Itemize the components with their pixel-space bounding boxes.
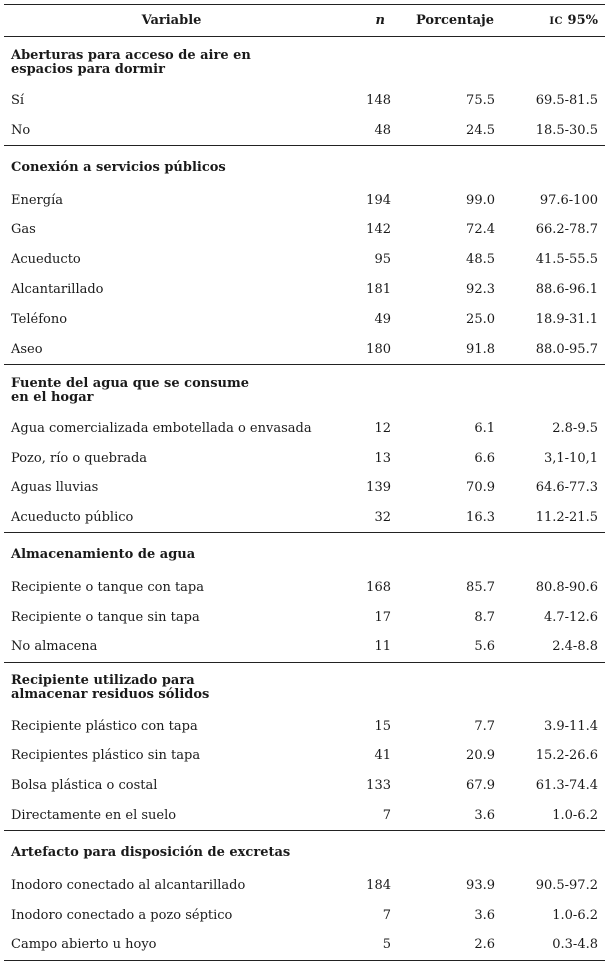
section-row [4, 662, 605, 711]
row-percent: 6.6 [474, 450, 495, 466]
table-row [4, 632, 605, 662]
row-label: Energía [11, 192, 63, 208]
table-row [4, 900, 605, 930]
row-n: 15 [374, 718, 391, 734]
section-row [4, 831, 605, 871]
header-ci-abbrev: IC [549, 16, 564, 27]
row-label: Agua comercializada embotellada o envasada [11, 420, 312, 436]
section-row [4, 533, 605, 573]
row-n: 41 [374, 748, 391, 764]
table-row [4, 771, 605, 801]
row-label: Pozo, río o quebrada [11, 450, 148, 466]
row-percent: 2.6 [397, 930, 505, 960]
section-title: Conexión a servicios públicos [4, 145, 605, 185]
data-table [4, 4, 605, 961]
row-n: 32 [374, 509, 391, 525]
row-ci: 18.9-31.1 [535, 311, 598, 327]
row-ci: 3.9-11.4 [543, 718, 598, 734]
row-ci: 41.5-55.5 [535, 252, 598, 268]
row-ci: 88.0-95.7 [535, 341, 598, 357]
table-row [4, 473, 605, 503]
table-row [4, 275, 605, 305]
table-body [4, 37, 605, 961]
section-title-text: Recipiente utilizado para almacenar residuos sólidos [11, 673, 210, 703]
row-n: 184 [366, 877, 391, 893]
row-ci: 2.4-8.8 [552, 639, 598, 655]
row-percent: 48.5 [466, 252, 495, 268]
section-title: Artefacto para disposición de excretas [4, 831, 605, 871]
row-n: 142 [366, 222, 391, 238]
row-n: 148 [366, 92, 391, 108]
row-n: 48 [374, 122, 391, 138]
row-ci: 15.2-26.6 [535, 748, 598, 764]
row-percent: 25.0 [466, 311, 495, 327]
table-row [4, 711, 605, 741]
table-row [4, 245, 605, 275]
row-percent: 20.9 [466, 748, 495, 764]
row-n: 13 [374, 450, 391, 466]
row-percent: 67.9 [466, 778, 495, 794]
row-percent: 6.1 [474, 420, 495, 436]
row-label: Acueducto público [11, 509, 134, 525]
table-row [4, 115, 605, 145]
row-ci: 2.8-9.5 [552, 420, 598, 436]
table-row [4, 86, 605, 116]
row-ci: 3,1-10,1 [543, 450, 598, 466]
row-percent: 72.4 [466, 222, 495, 238]
row-percent: 8.7 [474, 609, 495, 625]
row-label: Teléfono [11, 311, 68, 327]
row-ci: 97.6-100 [539, 192, 598, 208]
section-title: Almacenamiento de agua [4, 533, 605, 573]
row-ci: 80.8-90.6 [535, 580, 598, 596]
row-ci: 0.3-4.8 [505, 930, 605, 960]
row-label: Acueducto [11, 252, 81, 268]
row-percent: 24.5 [466, 122, 495, 138]
table-row [4, 741, 605, 771]
row-ci: 64.6-77.3 [535, 480, 598, 496]
row-n: 180 [366, 341, 391, 357]
table-row [4, 573, 605, 603]
section-title-text: Fuente del agua que se consume en el hogar [11, 375, 250, 405]
row-label: Aguas lluvias [11, 480, 99, 496]
table-row [4, 871, 605, 901]
row-label: Gas [11, 222, 36, 238]
row-n: 139 [366, 480, 391, 496]
row-n: 181 [366, 282, 391, 298]
row-label: Directamente en el suelo [11, 807, 177, 823]
row-percent: 91.8 [466, 341, 495, 357]
row-ci: 1.0-6.2 [552, 907, 598, 923]
row-label: Aseo [11, 341, 43, 357]
header-row [4, 5, 605, 37]
row-n: 11 [374, 639, 391, 655]
row-n: 7 [382, 807, 391, 823]
row-n: 95 [374, 252, 391, 268]
row-ci: 4.7-12.6 [543, 609, 598, 625]
row-percent: 3.6 [474, 907, 495, 923]
row-label: Recipiente plástico con tapa [11, 718, 198, 734]
table-row [4, 801, 605, 831]
section-title [4, 364, 605, 413]
row-ci: 69.5-81.5 [535, 92, 598, 108]
row-label: Recipientes plástico sin tapa [11, 748, 201, 764]
table-row [4, 930, 605, 960]
row-label: Recipiente o tanque con tapa [11, 580, 205, 596]
row-label: Recipiente o tanque sin tapa [11, 609, 200, 625]
row-ci: 1.0-6.2 [552, 807, 598, 823]
table-row [4, 305, 605, 335]
row-percent: 75.5 [466, 92, 495, 108]
row-percent: 93.9 [466, 877, 495, 893]
row-percent: 5.6 [474, 639, 495, 655]
row-label: Sí [11, 92, 25, 108]
row-label: Campo abierto u hoyo [4, 930, 339, 960]
header-ci [505, 5, 605, 37]
row-label: Inodoro conectado a pozo séptico [11, 907, 233, 923]
section-title [4, 662, 605, 711]
row-percent: 3.6 [474, 807, 495, 823]
row-label: No almacena [11, 639, 98, 655]
row-ci: 18.5-30.5 [535, 122, 598, 138]
row-n: 12 [374, 420, 391, 436]
header-percent: Porcentaje [397, 5, 505, 37]
table-row [4, 185, 605, 215]
row-n: 17 [374, 609, 391, 625]
table-row [4, 215, 605, 245]
row-ci: 11.2-21.5 [535, 509, 598, 525]
section-row [4, 37, 605, 86]
section-title-text: Aberturas para acceso de aire en espacios para dormir [11, 47, 251, 77]
table-header [4, 5, 605, 37]
row-ci: 61.3-74.4 [535, 778, 598, 794]
row-n: 168 [366, 580, 391, 596]
row-percent: 99.0 [466, 192, 495, 208]
row-percent: 92.3 [466, 282, 495, 298]
row-label: Bolsa plástica o costal [11, 778, 158, 794]
row-ci: 88.6-96.1 [535, 282, 598, 298]
section-row [4, 364, 605, 413]
row-ci: 66.2-78.7 [535, 222, 598, 238]
table-row [4, 503, 605, 533]
section-title [4, 37, 605, 86]
table-row [4, 334, 605, 364]
row-n: 133 [366, 778, 391, 794]
row-percent: 70.9 [466, 480, 495, 496]
section-row [4, 145, 605, 185]
row-ci: 90.5-97.2 [535, 877, 598, 893]
row-label: Inodoro conectado al alcantarillado [11, 877, 246, 893]
row-label: Alcantarillado [11, 282, 104, 298]
row-percent: 7.7 [474, 718, 495, 734]
row-n: 7 [382, 907, 391, 923]
row-percent: 85.7 [466, 580, 495, 596]
table-row [4, 443, 605, 473]
header-n: n [339, 5, 397, 37]
row-n: 194 [366, 192, 391, 208]
header-variable: Variable [4, 5, 339, 37]
table-row [4, 413, 605, 443]
header-ci-level: 95% [563, 13, 598, 28]
row-percent: 16.3 [466, 509, 495, 525]
row-label: No [11, 122, 31, 138]
table-row [4, 602, 605, 632]
row-n: 49 [374, 311, 391, 327]
row-n: 5 [339, 930, 397, 960]
